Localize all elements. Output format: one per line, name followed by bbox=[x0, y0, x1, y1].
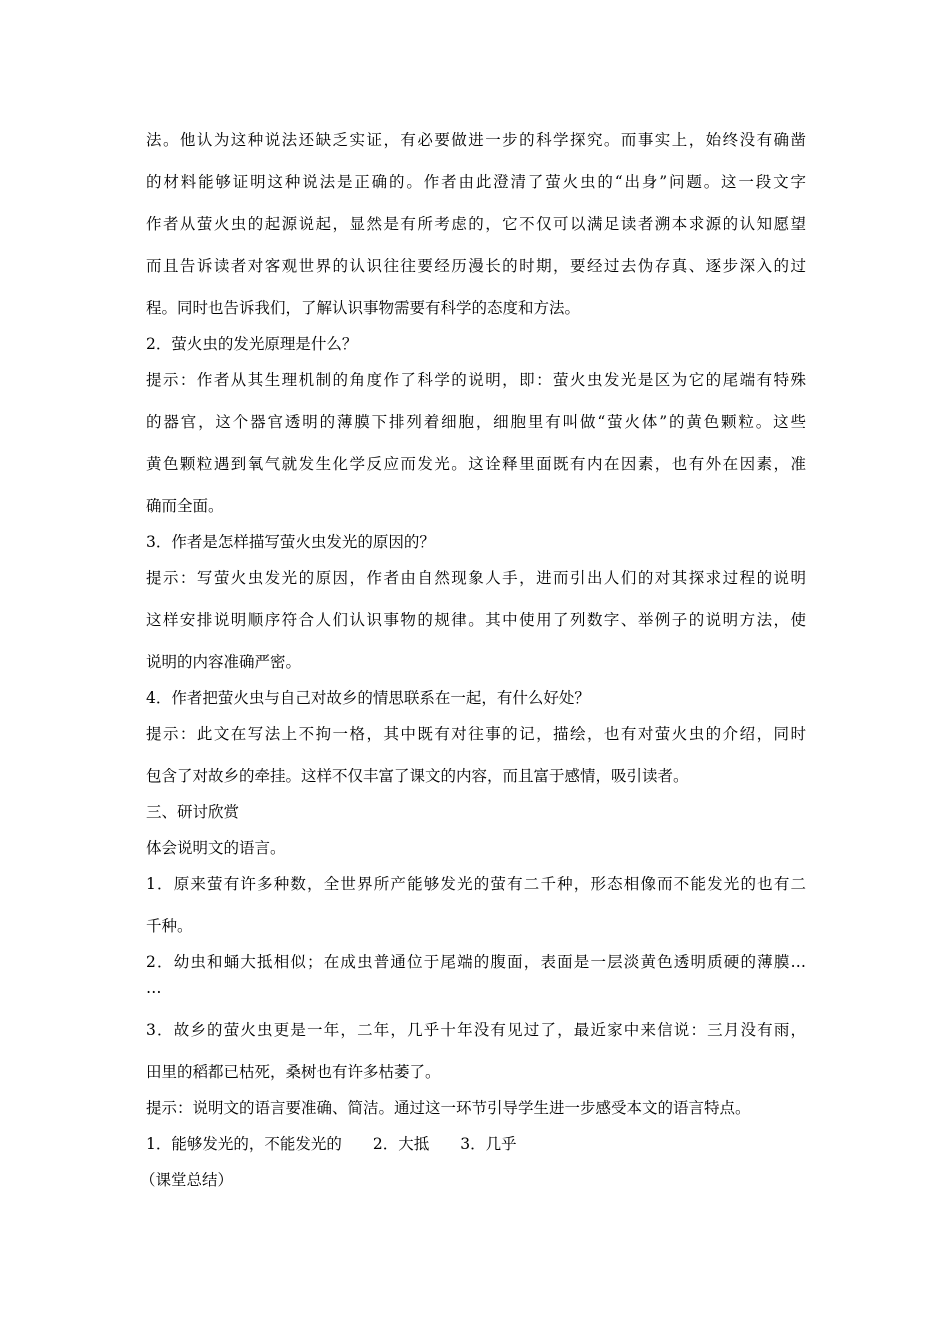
hint-line: 提示：写萤火虫发光的原因，作者由自然现象人手，进而引出人们的对其探求过程的说明 bbox=[146, 569, 806, 587]
text-line: 而且告诉读者对客观世界的认识往往要经历漫长的时期，要经过去伪存真、逐步深入的过 bbox=[146, 257, 806, 275]
text-line: 程。同时也告诉我们，了解认识事物需要有科学的态度和方法。 bbox=[146, 299, 581, 317]
text-line: 包含了对故乡的牵挂。这样不仅丰富了课文的内容，而且富于感情，吸引读者。 bbox=[146, 767, 689, 785]
answer-line: 1．能够发光的，不能发光的 2．大抵 3．几乎 bbox=[146, 1135, 517, 1153]
question-2: 2．萤火虫的发光原理是什么？ bbox=[146, 335, 358, 353]
example-1: 1．原来萤有许多种数，全世界所产能够发光的萤有二千种，形态相像而不能发光的也有二 bbox=[146, 875, 806, 893]
text-line: 法。他认为这种说法还缺乏实证，有必要做进一步的科学探究。而事实上，始终没有确凿 bbox=[146, 131, 806, 149]
example-2: 2．幼虫和蛹大抵相似；在成虫普通位于尾端的腹面，表面是一层淡黄色透明质硬的薄膜… bbox=[146, 953, 806, 971]
text-line: 说明的内容准确严密。 bbox=[146, 653, 302, 671]
class-summary: （课堂总结） bbox=[140, 1171, 234, 1189]
text-line: 黄色颗粒遇到氧气就发生化学反应而发光。这诠释里面既有内在因素，也有外在因素，准 bbox=[146, 455, 806, 473]
text-line: 体会说明文的语言。 bbox=[146, 839, 286, 857]
hint-line: 提示：作者从其生理机制的角度作了科学的说明，即：萤火虫发光是区为它的尾端有特殊 bbox=[146, 371, 806, 389]
section-heading: 三、研讨欣赏 bbox=[146, 803, 240, 821]
text-line: 田里的稻都已枯死，桑树也有许多枯萎了。 bbox=[146, 1063, 441, 1081]
text-line: 的材料能够证明这种说法是正确的。作者由此澄清了萤火虫的“出身”问题。这一段文字 bbox=[146, 173, 806, 191]
question-4: 4．作者把萤火虫与自己对故乡的情思联系在一起，有什么好处？ bbox=[146, 689, 590, 707]
text-line: 这样安排说明顺序符合人们认识事物的规律。其中使用了列数字、举例子的说明方法，使 bbox=[146, 611, 806, 629]
hint-line: 提示：此文在写法上不拘一格，其中既有对往事的记，描绘，也有对萤火虫的介绍，同时 bbox=[146, 725, 806, 743]
text-line: … bbox=[146, 979, 162, 997]
text-line: 的器官，这个器官透明的薄膜下排列着细胞，细胞里有叫做“萤火体”的黄色颗粒。这些 bbox=[146, 413, 806, 431]
example-3: 3．故乡的萤火虫更是一年，二年，几乎十年没有见过了，最近家中来信说：三月没有雨， bbox=[146, 1021, 806, 1039]
text-line: 作者从萤火虫的起源说起，显然是有所考虑的，它不仅可以满足读者溯本求源的认知愿望 bbox=[146, 215, 806, 233]
text-line: 确而全面。 bbox=[146, 497, 224, 515]
text-line: 千种。 bbox=[146, 917, 193, 935]
question-3: 3．作者是怎样描写萤火虫发光的原因的？ bbox=[146, 533, 435, 551]
hint-line: 提示：说明文的语言要准确、简洁。通过这一环节引导学生进一步感受本文的语言特点。 bbox=[146, 1099, 751, 1117]
